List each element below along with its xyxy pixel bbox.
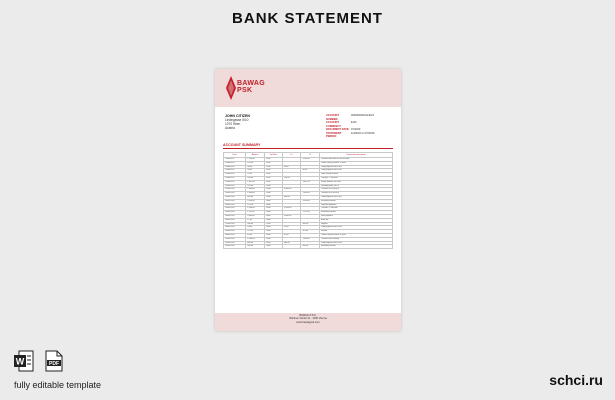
table-cell: 21/06 (264, 237, 282, 241)
table-cell: 300.00 (246, 222, 265, 226)
account-info-label: ACCOUNT NUMBER: (326, 114, 339, 121)
table-cell: 245.00 (246, 184, 265, 188)
account-info-label: DOCUMENT DATE: (326, 128, 350, 131)
table-cell: Card payment 00012345 (320, 241, 393, 245)
table-cell: 3,500.00 (301, 199, 320, 203)
column-header: Cr. (301, 153, 320, 158)
table-cell (282, 245, 301, 249)
account-info-value: 11/06/20 to 07/06/20 (351, 131, 375, 135)
table-cell: 11/06/2020 (224, 161, 246, 165)
logo-text (237, 80, 265, 94)
table-cell: Incoming transfer (320, 211, 393, 215)
table-cell: 18/06/2020 (224, 226, 246, 230)
table-cell: 1,111.00 (246, 211, 265, 215)
table-cell: 1,183.00 (301, 158, 320, 162)
table-cell: 11/06 (264, 158, 282, 162)
table-cell: Transfer 0012345678 (320, 188, 393, 192)
column-header: Date (224, 153, 246, 158)
table-cell: 486.00 (246, 195, 265, 199)
word-file-icon (14, 350, 32, 372)
table-cell: Transfer - Purchase (320, 176, 393, 180)
table-cell: 195.00 (246, 161, 265, 165)
table-cell: 3,000.00 (282, 214, 301, 218)
account-info-row (326, 114, 375, 121)
column-header: Dr. (282, 153, 301, 158)
table-cell: 300.00 (301, 245, 320, 249)
table-cell: 13/06 (264, 195, 282, 199)
table-cell: 53.00 (246, 226, 265, 230)
table-cell: 17.00 (246, 218, 265, 222)
table-cell: 115.00 (246, 230, 265, 234)
table-cell: 36.00 (301, 169, 320, 173)
table-cell: 1,821.00 (246, 180, 265, 184)
table-cell: 11/06/2020 (224, 180, 246, 184)
table-cell: 19/06/2020 (224, 230, 246, 234)
table-cell: 13/06/2020 (224, 199, 246, 203)
table-cell: Transfer from savings (320, 237, 393, 241)
table-cell: 12/06 (264, 184, 282, 188)
table-cell: Standing order 00123 (320, 184, 393, 188)
table-cell: 115.00 (301, 230, 320, 234)
table-cell: Card payment 00012345 (320, 195, 393, 199)
customer-block (225, 114, 250, 130)
table-cell: 15/06/2020 (224, 207, 246, 211)
bank-statement-document (215, 69, 401, 331)
table-cell: 3,000.00 (246, 214, 265, 218)
table-cell: 16/06 (264, 214, 282, 218)
table-cell: 1,000.00 (301, 237, 320, 241)
table-cell: 11/06 (264, 169, 282, 173)
table-cell: 13/06/2020 (224, 195, 246, 199)
bank-logo (225, 76, 285, 102)
logo-mark-icon (225, 76, 237, 100)
template-caption: fully editable template (14, 380, 102, 390)
table-cell: Incoming transfer (320, 199, 393, 203)
pdf-icon-label: PDF (49, 361, 59, 367)
table-cell: 196.00 (246, 176, 265, 180)
pdf-file-icon (44, 350, 62, 372)
table-cell: Online card purchase 123456 (320, 233, 393, 237)
table-cell: 23/06/2020 (224, 245, 246, 249)
footer-line-1: BAWAG P.S.K. (299, 314, 317, 317)
logo-line-2: PSK (237, 87, 253, 94)
table-cell: 400.00 (246, 241, 265, 245)
table-cell: Bank fee (320, 218, 393, 222)
table-cell: Debit card purchase (320, 173, 393, 177)
table-row (224, 245, 393, 249)
table-cell: 16/06 (264, 218, 282, 222)
table-cell: 14/06 (264, 203, 282, 207)
table-cell: 486.00 (282, 195, 301, 199)
site-name: schci.ru (549, 372, 603, 388)
table-cell: 300.00 (301, 222, 320, 226)
table-cell: 300.00 (246, 245, 265, 249)
table-cell: Refund (320, 230, 393, 234)
table-cell: 11/06 (264, 180, 282, 184)
table-cell: 18/06 (264, 226, 282, 230)
account-info-label: STATEMENT PERIOD: (326, 131, 342, 138)
footer-line-2: Wiedner Gürtel 11 · 1100 Vienna (289, 317, 327, 321)
table-cell: 42.00 (282, 233, 301, 237)
table-cell: Rent payment (320, 214, 393, 218)
column-header: Amount (246, 153, 265, 158)
table-cell: 12/06/2020 (224, 188, 246, 192)
page-title: BANK STATEMENT (232, 10, 383, 27)
table-cell: 36.00 (246, 169, 265, 173)
customer-address-2: 1070 Wien (225, 122, 241, 126)
table-cell: 11/06/2020 (224, 165, 246, 169)
table-cell: 11/06 (264, 173, 282, 177)
section-title: ACCOUNT SUMMARY (223, 143, 393, 149)
table-cell: 19/06 (264, 230, 282, 234)
logo-line-1: BAWAG (237, 80, 265, 87)
account-info-value: 07/2020 (351, 128, 361, 131)
customer-country: Austria (225, 126, 235, 130)
column-header: Transaction description (320, 153, 393, 158)
table-cell: 3,500.00 (246, 199, 265, 203)
column-header: Val.Date (264, 153, 282, 158)
table-cell: 13/06 (264, 199, 282, 203)
table-cell: 36.00 (282, 165, 301, 169)
table-cell: 400.00 (282, 241, 301, 245)
customer-address-1: Lindegasse 5/10 (225, 118, 249, 122)
table-cell: 15/06 (264, 207, 282, 211)
customer-name: JOHN CITIZEN (225, 114, 250, 118)
table-cell: 11/06/2020 (224, 158, 246, 162)
table-cell: 22/06 (264, 241, 282, 245)
table-cell: 36.00 (246, 165, 265, 169)
table-cell: 1,821.00 (301, 180, 320, 184)
table-cell: 12/06 (264, 192, 282, 196)
table-cell: 12/06/2020 (224, 192, 246, 196)
table-cell: 11/06/2020 (224, 176, 246, 180)
table-cell: 16/06/2020 (224, 214, 246, 218)
table-cell: 14/06/2020 (224, 203, 246, 207)
table-cell: 1,006.00 (282, 188, 301, 192)
table-cell: 196.00 (282, 176, 301, 180)
table-cell: 11/06 (264, 161, 282, 165)
table-cell: 1,098.00 (246, 207, 265, 211)
table-cell: 11/06 (264, 165, 282, 169)
table-cell: 1,006.00 (301, 192, 320, 196)
table-cell: 120.50 (246, 203, 265, 207)
table-cell: 1,183.00 (246, 158, 265, 162)
table-cell: 20/06 (264, 233, 282, 237)
table-cell: 1,098.00 (282, 207, 301, 211)
table-cell: 23/06 (264, 245, 282, 249)
table-cell: Transfer - Purchase (320, 207, 393, 211)
table-cell: 42.00 (246, 233, 265, 237)
table-cell: 1,111.00 (301, 211, 320, 215)
account-info-label: ACCOUNT CURRENCY: (326, 121, 342, 128)
table-cell: 11/06 (264, 176, 282, 180)
table-cell: 11/06/2020 (224, 169, 246, 173)
table-cell: 16/06/2020 (224, 218, 246, 222)
table-cell: 12/06 (264, 188, 282, 192)
table-cell: 1,000.00 (246, 237, 265, 241)
table-cell: 53.00 (282, 226, 301, 230)
table-cell: Card payment 00012345 (320, 169, 393, 173)
account-info-value: EUR (351, 121, 357, 124)
table-cell: Salary transfer 0012345 (320, 180, 393, 184)
footer-line-3: www.bawagpsk.com (296, 320, 320, 324)
table-cell: 21/06/2020 (224, 237, 246, 241)
table-cell: 17/06/2020 (224, 222, 246, 226)
account-info-value: 0000000000114023 (351, 114, 374, 117)
document-header (215, 69, 401, 107)
table-cell: 1,006.00 (246, 192, 265, 196)
account-info-row (326, 121, 375, 128)
table-cell: Card payment 00012345 (320, 165, 393, 169)
document-footer (215, 313, 401, 331)
table-cell: Transfer 0012345678 (320, 192, 393, 196)
table-cell: Transfer from xxxx to our account (320, 158, 393, 162)
table-cell: Utility bill payment (320, 203, 393, 207)
table-cell: 17/06 (264, 222, 282, 226)
transactions-table (223, 152, 393, 249)
table-cell: 11/06/2020 (224, 173, 246, 177)
table-cell: Online card purchase 123456 (320, 161, 393, 165)
table-cell: 15/06 (264, 211, 282, 215)
account-info (326, 114, 375, 139)
table-cell: 20/06/2020 (224, 233, 246, 237)
table-cell: Incoming transfer (320, 245, 393, 249)
table-cell: 15/06/2020 (224, 211, 246, 215)
table-cell: 1,006.00 (246, 188, 265, 192)
table-cell: 19.95 (246, 173, 265, 177)
table-cell: Deposit (320, 222, 393, 226)
word-icon-letter: W (15, 356, 25, 367)
account-info-row (326, 132, 375, 139)
table-cell: 22/06/2020 (224, 241, 246, 245)
table-cell: Card payment 00012345 (320, 226, 393, 230)
table-cell: 12/06/2020 (224, 184, 246, 188)
